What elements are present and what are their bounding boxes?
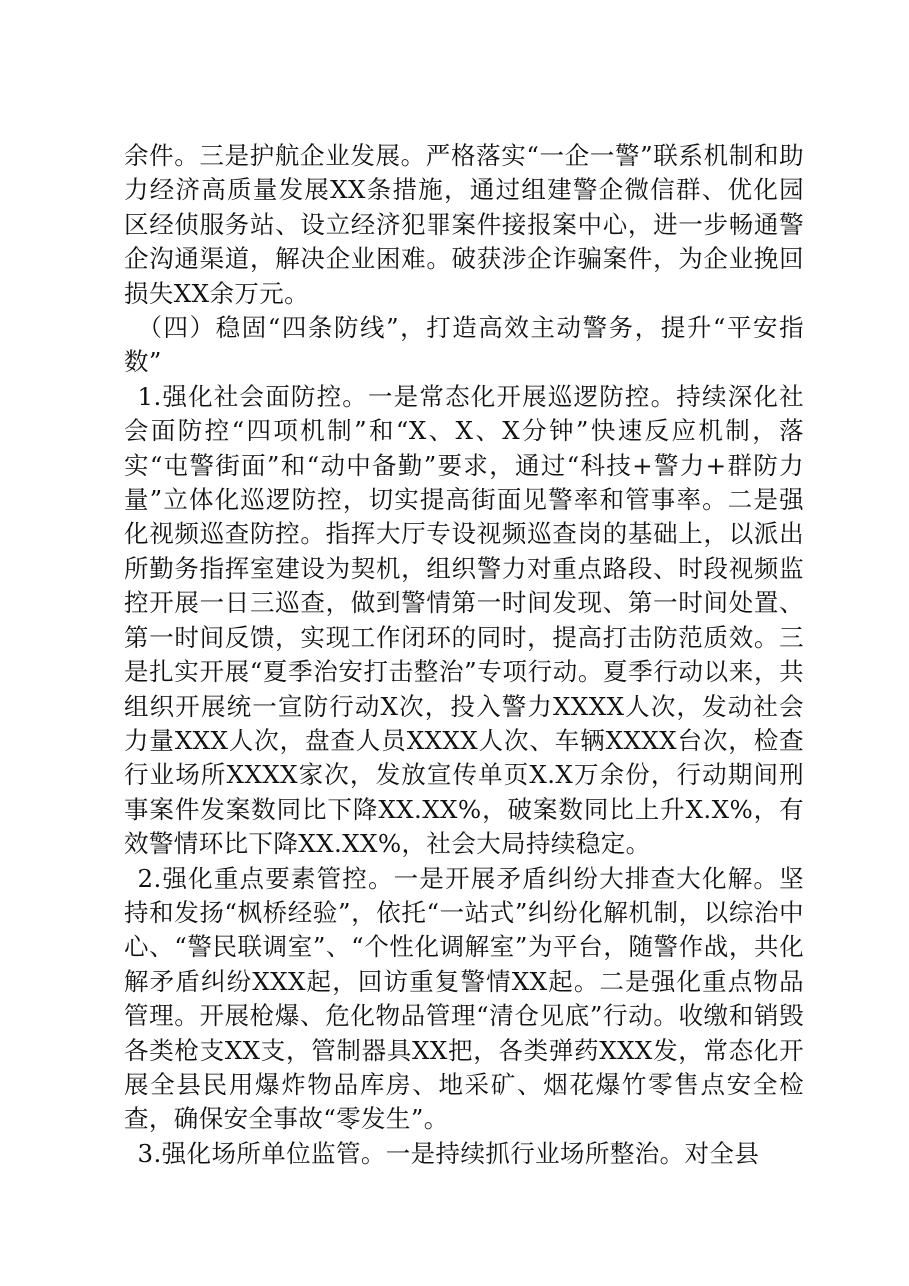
paragraph-social-prevention: 1.强化社会面防控。一是常态化开展巡逻防控。持续深化社会面防控“四项机制”和“X、X、X分钟”快速反应机制，落实“屯警街面”和“动中备勤”要求，通过“科技+警力+群防力量”立体化巡逻防控，切实提高街面见警率和管事率。二是强化视频巡查防控。指挥大厅专设视频巡查岗的基础上，以派出所勤务指挥室建设为契机，组织警力对重点路段、时段视频监控开展一日三巡查，做到警情第一时间发现、第一时间处置、第一时间反馈，实现工作闭环的同时，提高打击防范质效。三是扎实开展“夏季治安打击整治”专项行动。夏季行动以来，共组织开展统一宣防行动X次，投入警力XXXX人次，发动社会力量XXX人次，盘查人员XXXX人次、车辆XXXX台次，检查行业场所XXXX家次，发放宣传单页X.X万余份，行动期间刑事案件发案数同比下降XX.XX%，破案数同比上升X.X%，有效警情环比下降XX.XX%，社会大局持续稳定。 (124, 381, 804, 859)
section-heading-four: （四）稳固“四条防线”，打造高效主动警务，提升“平安指数” (124, 313, 804, 377)
paragraph-key-elements: 2.强化重点要素管控。一是开展矛盾纠纷大排查大化解。坚持和发扬“枫桥经验”，依托“一站式”纠纷化解机制，以综治中心、“警民联调室”、“个性化调解室”为平台，随警作战，共化解矛盾纠纷XXX起，回访重复警情XX起。二是强化重点物品管理。开展枪爆、危化物品管理“清仓见底”行动。收缴和销毁各类枪支XX支，管制器具XX把，各类弹药XXX发，常态化开展全县民用爆炸物品库房、地采矿、烟花爆竹零售点安全检查，确保安全事故“零发生”。 (124, 863, 804, 1134)
paragraph-venue-supervision: 3.强化场所单位监管。一是持续抓行业场所整治。对全县 (137, 1138, 760, 1168)
paragraph-enterprise-support: 余件。三是护航企业发展。严格落实“一企一警”联系机制和助力经济高质量发展XX条措施，通过组建警企微信群、优化园区经侦服务站、设立经济犯罪案件接报案中心，进一步畅通警企沟通渠道，解决企业困难。破获涉企诈骗案件，为企业挽回损失XX余万元。 (124, 141, 804, 308)
document-page (124, 139, 804, 1171)
